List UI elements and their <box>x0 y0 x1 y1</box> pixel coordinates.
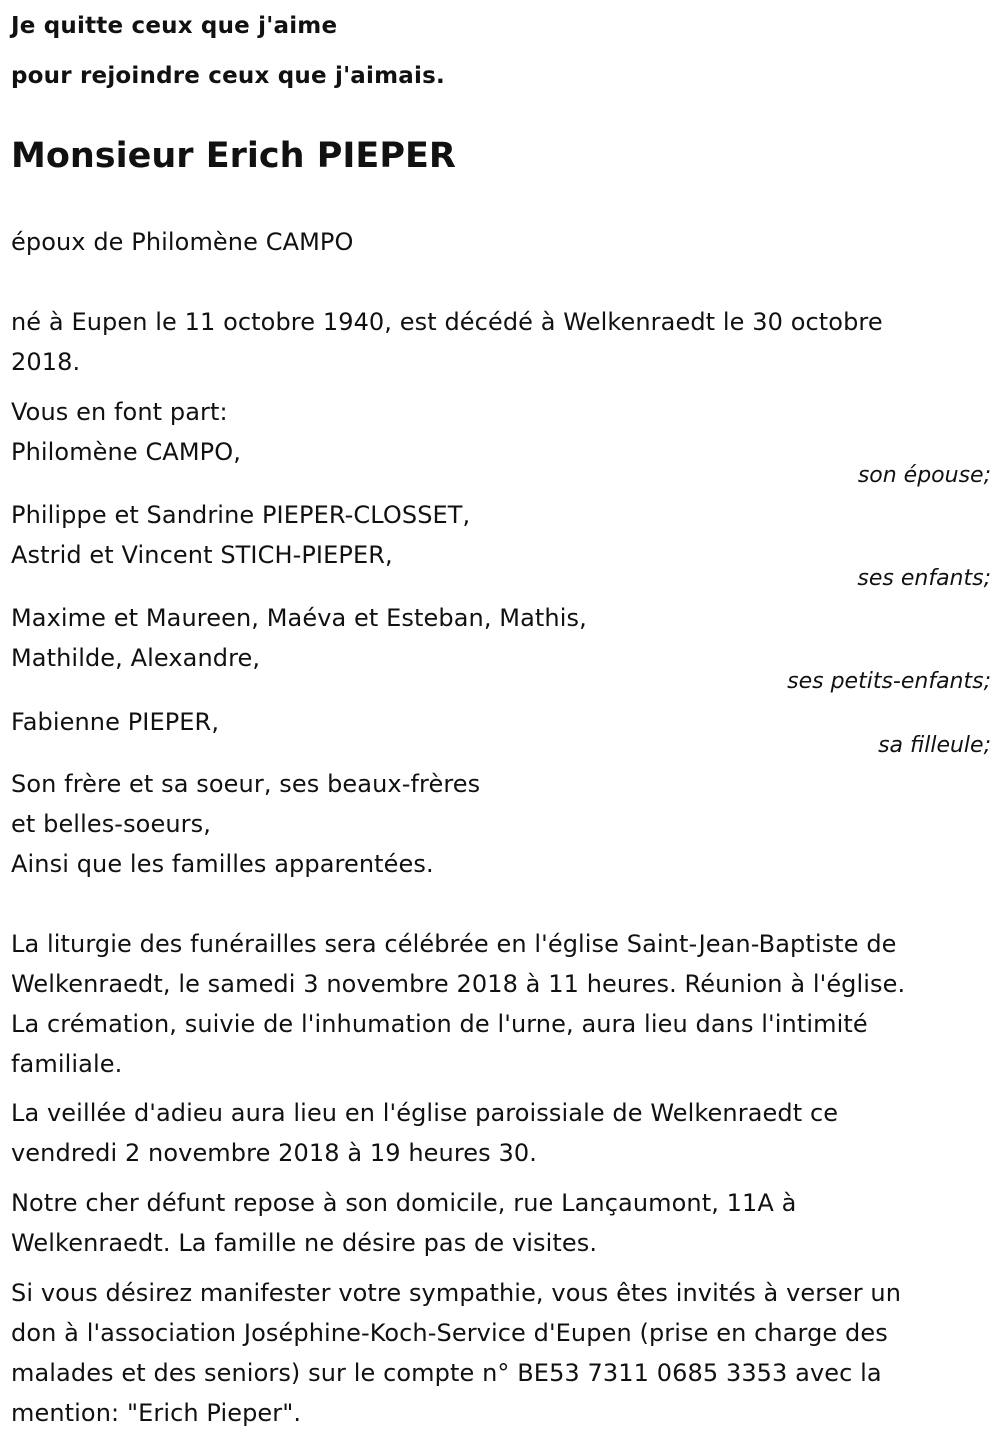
donation-paragraph-line: don à l'association Joséphine-Koch-Service d'Eupen (prise en charge des <box>11 1319 888 1347</box>
donation-paragraph-line: mention: "Erich Pieper". <box>11 1399 302 1427</box>
mourner-line: Mathilde, Alexandre, <box>11 644 261 672</box>
rest-paragraph-line: Welkenraedt. La famille ne désire pas de visites. <box>11 1229 598 1257</box>
vigil-paragraph-line: La veillée d'adieu aura lieu en l'église paroissiale de Welkenraedt ce <box>11 1099 839 1127</box>
donation-paragraph-line: malades et des seniors) sur le compte n° BE53 7311 0685 3353 avec la <box>11 1359 882 1387</box>
mourner-line: Philomène CAMPO, <box>11 438 241 466</box>
family-line: Ainsi que les familles apparentées. <box>11 850 434 878</box>
funeral-paragraph-line: Welkenraedt, le samedi 3 novembre 2018 à 11 heures. Réunion à l'église. <box>11 970 906 998</box>
funeral-paragraph-line: La crémation, suivie de l'inhumation de l'urne, aura lieu dans l'intimité <box>11 1010 868 1038</box>
relation-label: ses petits-enfants; <box>787 669 991 694</box>
funeral-paragraph-line: La liturgie des funérailles sera célébrée en l'église Saint-Jean-Baptiste de <box>11 930 897 958</box>
spouse-line: époux de Philomène CAMPO <box>11 228 354 256</box>
mourner-line: Maxime et Maureen, Maéva et Esteban, Mathis, <box>11 604 587 632</box>
relation-label: sa filleule; <box>878 733 991 758</box>
mourner-line: Philippe et Sandrine PIEPER-CLOSSET, <box>11 501 471 529</box>
birth-death-line-1: né à Eupen le 11 octobre 1940, est décédé à Welkenraedt le 30 octobre <box>11 308 883 336</box>
family-line: et belles-soeurs, <box>11 810 211 838</box>
relation-label: ses enfants; <box>857 566 991 591</box>
rest-paragraph-line: Notre cher défunt repose à son domicile, rue Lançaumont, 11A à <box>11 1189 797 1217</box>
deceased-name: Monsieur Erich PIEPER <box>11 136 456 176</box>
vigil-paragraph-line: vendredi 2 novembre 2018 à 19 heures 30. <box>11 1139 537 1167</box>
relation-label: son épouse; <box>857 463 991 488</box>
funeral-paragraph-line: familiale. <box>11 1050 123 1078</box>
birth-death-line-2: 2018. <box>11 348 81 376</box>
announcement-intro: Vous en font part: <box>11 398 228 426</box>
family-line: Son frère et sa soeur, ses beaux-frères <box>11 770 481 798</box>
quote-line-2: pour rejoindre ceux que j'aimais. <box>11 63 445 89</box>
mourner-line: Astrid et Vincent STICH-PIEPER, <box>11 541 393 569</box>
donation-paragraph-line: Si vous désirez manifester votre sympathie, vous êtes invités à verser un <box>11 1279 902 1307</box>
mourner-line: Fabienne PIEPER, <box>11 708 220 736</box>
quote-line-1: Je quitte ceux que j'aime <box>11 13 338 39</box>
